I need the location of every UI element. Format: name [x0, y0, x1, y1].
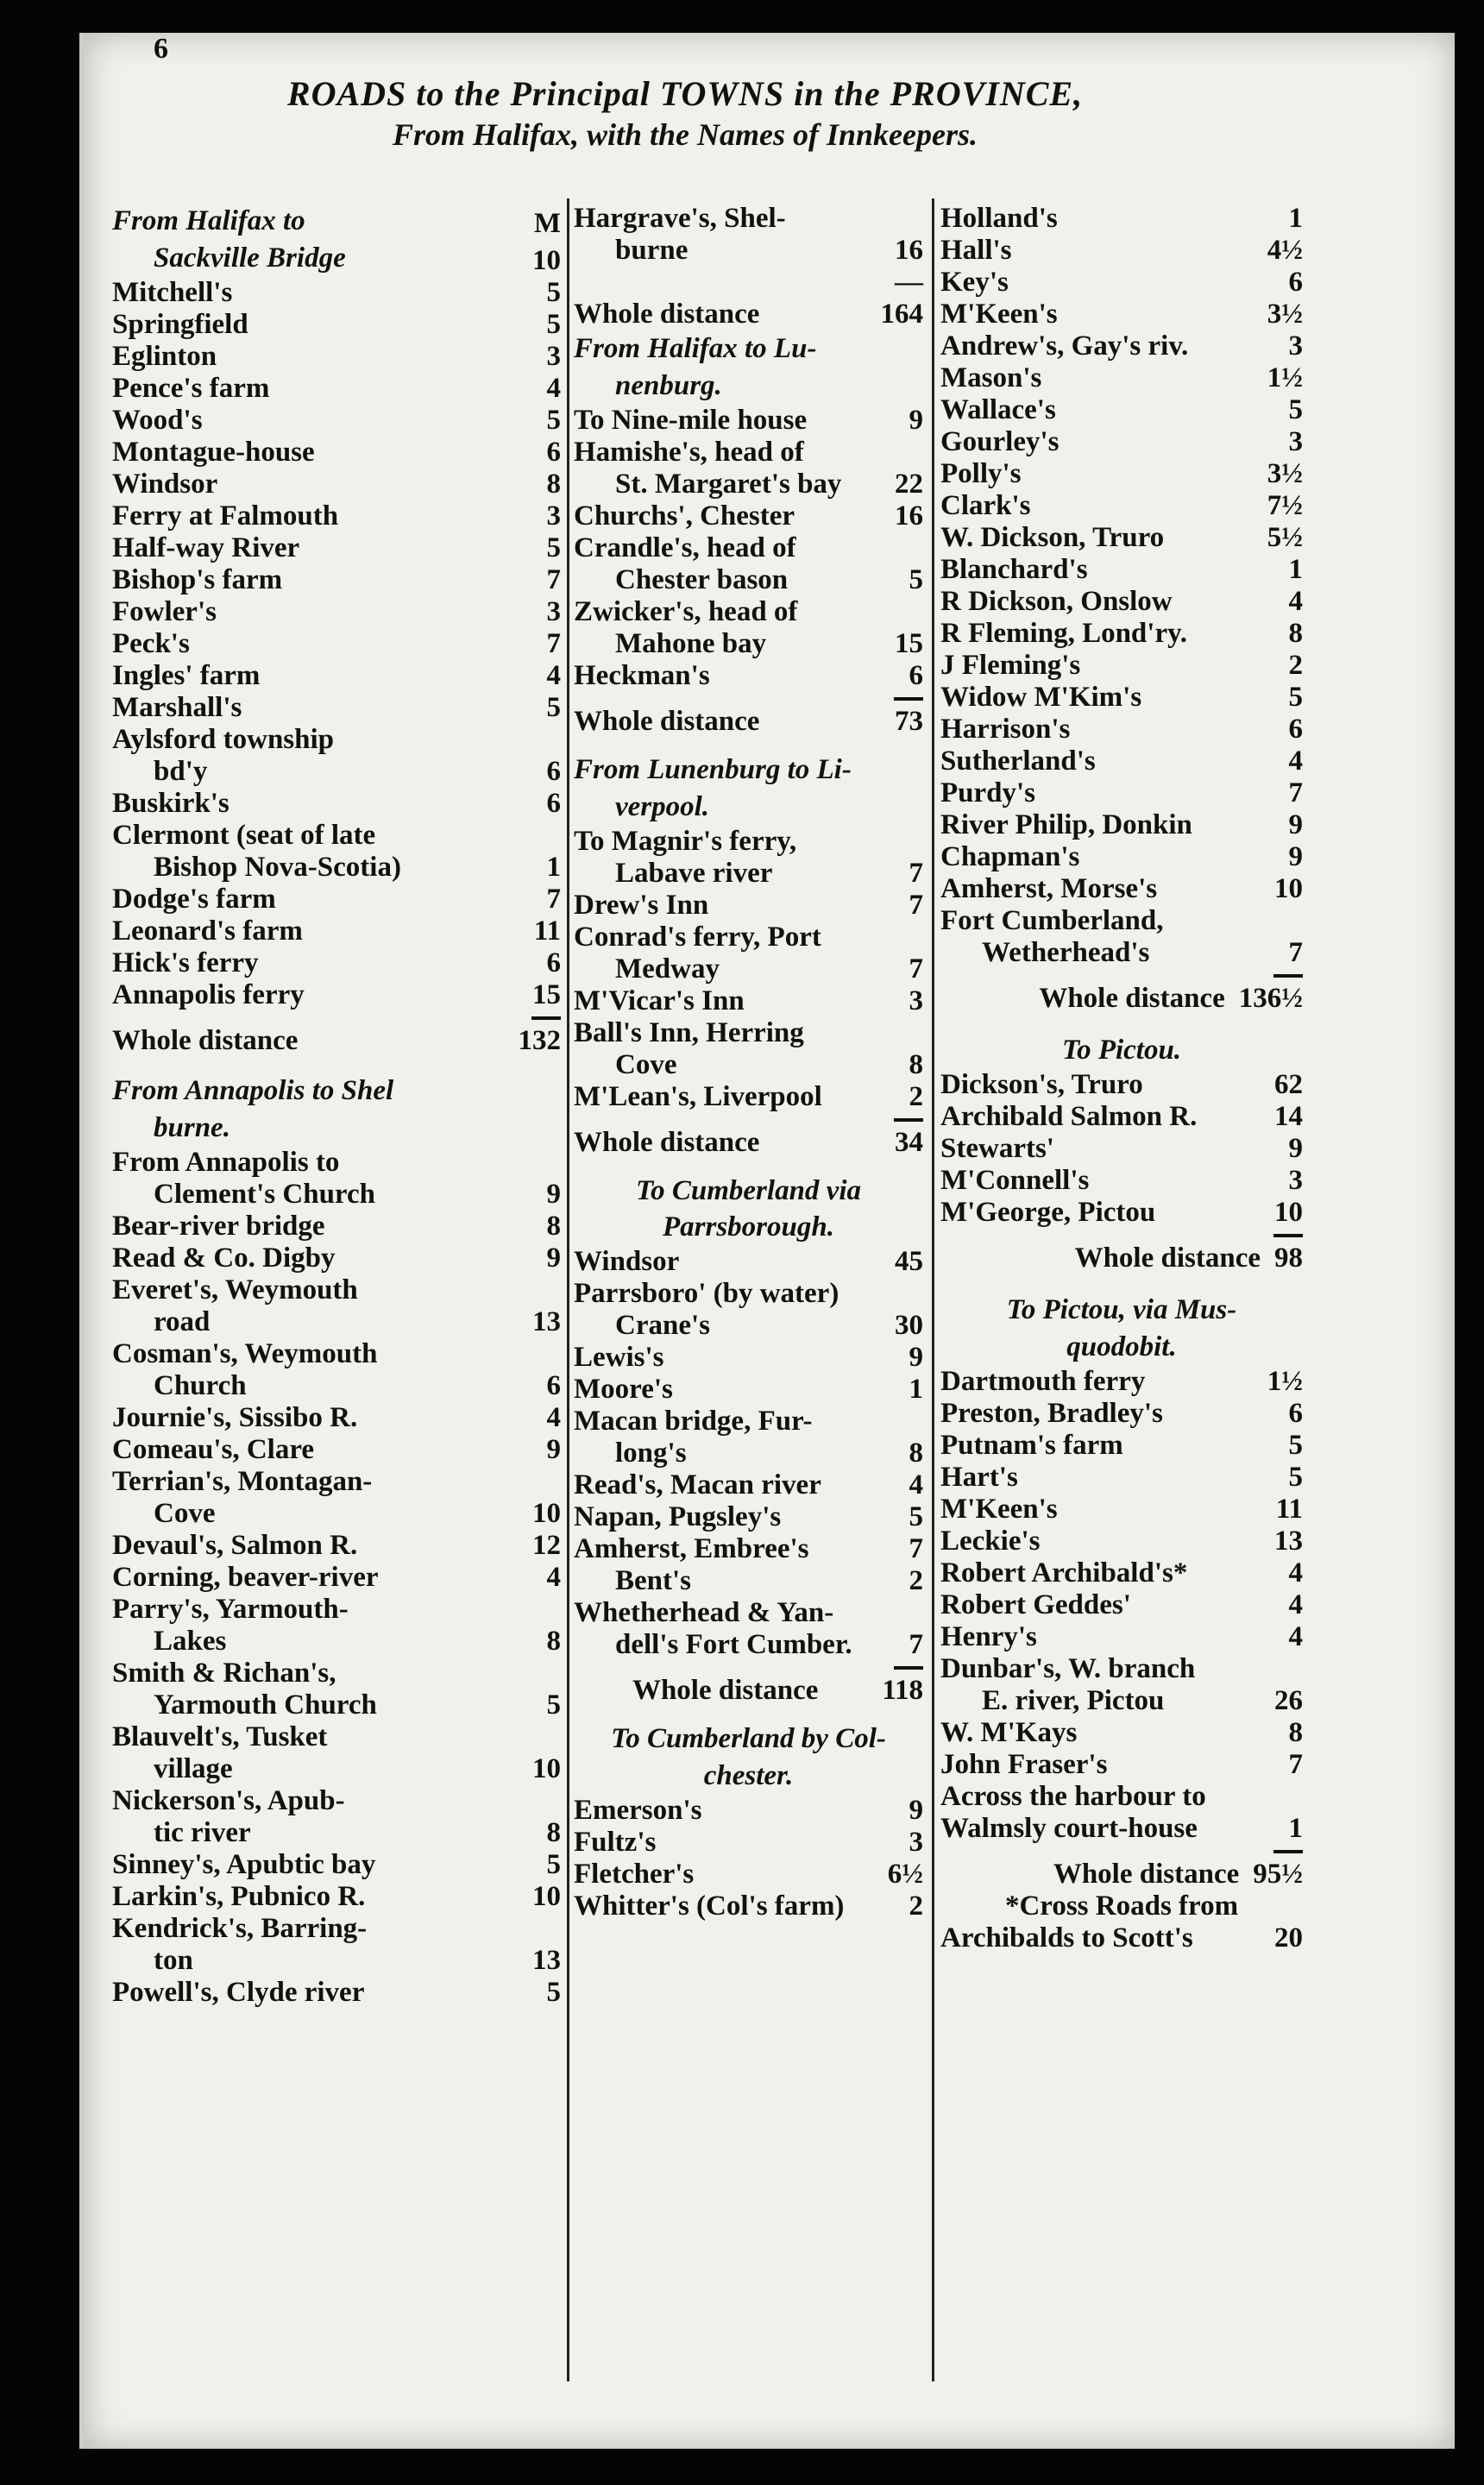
table-row: Chester bason 5 — [615, 563, 923, 595]
table-row: bd'y 6 — [154, 755, 561, 787]
total-rule — [1273, 1234, 1303, 1237]
table-row: Mitchell's 5 — [112, 276, 561, 308]
table-row: Cove 10 — [154, 1497, 561, 1529]
table-row: Read & Co. Digby 9 — [112, 1242, 561, 1274]
table-row: M'Connell's 3 — [940, 1164, 1303, 1196]
total-rule — [894, 1118, 923, 1122]
table-row: Fultz's 3 — [574, 1827, 923, 1859]
table-row: Wood's 5 — [112, 404, 561, 436]
table-row: M'Vicar's Inn 3 — [574, 985, 923, 1016]
table-row: Parry's, Yarmouth- — [112, 1593, 349, 1625]
table-row: Whitter's (Col's farm) 2 — [574, 1890, 923, 1922]
column-3 — [940, 203, 1303, 1954]
table-row: Amherst, Morse's 10 — [940, 873, 1303, 904]
table-row: Ingles' farm 4 — [112, 659, 561, 691]
route-heading: To Pictou. — [1061, 1035, 1182, 1066]
footnote-row: Archibalds to Scott's 20 — [940, 1922, 1303, 1953]
table-row: M'George, Pictou 10 — [940, 1196, 1303, 1228]
table-row: Across the harbour to — [940, 1780, 1206, 1812]
table-row: Cosman's, Weymouth — [112, 1337, 378, 1369]
route-heading: chester. — [703, 1760, 794, 1792]
table-row: tic river 8 — [154, 1816, 561, 1848]
table-row: Wetherhead's 7 — [982, 937, 1303, 968]
table-row: Blauvelt's, Tusket — [112, 1721, 328, 1752]
table-row: Hargrave's, Shel- — [574, 203, 786, 234]
table-row: Holland's 1 — [940, 203, 1303, 234]
table-row: Emerson's 9 — [574, 1795, 923, 1827]
table-row: M'Keen's 11 — [940, 1493, 1303, 1525]
page-title: ROADS to the Principal TOWNS in the PROVINCE, — [286, 74, 1084, 113]
table-row: Kendrick's, Barring- — [112, 1912, 368, 1944]
table-row: W. M'Kays 8 — [940, 1716, 1303, 1748]
table-row: Hall's 4½ — [940, 235, 1303, 266]
table-row: Devaul's, Salmon R. 12 — [112, 1529, 561, 1561]
table-row: Stewarts' 9 — [940, 1132, 1303, 1164]
table-row: Putnam's farm 5 — [940, 1429, 1303, 1461]
table-row: Windsor 45 — [574, 1246, 923, 1278]
table-row: St. Margaret's bay 22 — [615, 468, 923, 500]
table-row: Yarmouth Church 5 — [154, 1689, 561, 1721]
total-dash: — — [895, 267, 923, 298]
table-row: Hamishe's, head of — [574, 436, 804, 468]
table-row: Macan bridge, Fur- — [574, 1406, 813, 1438]
table-row: Blanchard's 1 — [940, 554, 1303, 585]
page-number: 6 — [154, 33, 168, 65]
route-heading: quodobit. — [1066, 1331, 1177, 1362]
route-heading: From Halifax to — [112, 205, 305, 236]
table-row: Aylsford township — [112, 723, 335, 755]
table-row: Archibald Salmon R. 14 — [940, 1100, 1303, 1132]
table-row: Drew's Inn 7 — [574, 889, 923, 921]
whole-distance-row: Whole distance 98 — [1074, 1242, 1303, 1274]
table-row: Journie's, Sissibo R. 4 — [112, 1401, 561, 1433]
route-heading: From Lunenburg to Li- — [574, 753, 852, 785]
table-row: Bent's 2 — [615, 1565, 923, 1597]
table-row: Smith & Richan's, — [112, 1657, 336, 1689]
table-row: Ferry at Falmouth 3 — [112, 500, 561, 532]
table-row: Henry's 4 — [940, 1620, 1303, 1652]
table-row: Marshall's 5 — [112, 691, 561, 723]
route-heading: To Cumberland by Col- — [611, 1723, 886, 1755]
column-divider — [932, 198, 934, 2381]
column-2 — [574, 203, 923, 1922]
table-row: dell's Fort Cumber. 7 — [615, 1629, 923, 1661]
table-row: Wallace's 5 — [940, 394, 1303, 425]
table-row: Read's, Macan river 4 — [574, 1469, 923, 1501]
table-row: Dickson's, Truro 62 — [940, 1068, 1303, 1100]
table-row: Harrison's 6 — [940, 714, 1303, 745]
table-row: Clark's 7½ — [940, 490, 1303, 521]
table-row: Larkin's, Pubnico R. 10 — [112, 1880, 561, 1912]
table-row: Sackville Bridge 10 — [154, 242, 561, 276]
route-heading: nenburg. — [615, 369, 722, 401]
table-row: Moore's 1 — [574, 1374, 923, 1406]
table-row: Leckie's 13 — [940, 1525, 1303, 1557]
table-row: Heckman's 6 — [574, 659, 923, 691]
table-row: Dodge's farm 7 — [112, 883, 561, 915]
table-row: Walmsly court-house 1 — [940, 1812, 1303, 1844]
table-row: Church 6 — [154, 1369, 561, 1401]
table-row: Mahone bay 15 — [615, 627, 923, 659]
whole-distance-row: Whole distance 132 — [112, 1024, 561, 1056]
table-row: Fort Cumberland, — [940, 905, 1164, 936]
route-heading: To Pictou, via Mus- — [1006, 1293, 1237, 1325]
table-row: Ball's Inn, Herring — [574, 1016, 804, 1048]
table-row: Comeau's, Clare 9 — [112, 1433, 561, 1465]
table-row: Dunbar's, W. branch — [940, 1652, 1196, 1684]
table-row: burne 16 — [615, 235, 923, 266]
whole-distance-row: Whole distance 73 — [574, 705, 923, 737]
table-row: Purdy's 7 — [940, 777, 1303, 808]
table-row: Conrad's ferry, Port — [574, 921, 821, 953]
table-row: Robert Geddes' 4 — [940, 1589, 1303, 1620]
table-row: E. river, Pictou 26 — [982, 1684, 1303, 1716]
table-row: Everet's, Weymouth — [112, 1274, 358, 1305]
table-row: W. Dickson, Truro 5½ — [940, 522, 1303, 553]
table-row: Clement's Church 9 — [154, 1178, 561, 1210]
table-row: Andrew's, Gay's riv. 3 — [940, 330, 1303, 362]
table-row: road 13 — [154, 1305, 561, 1337]
table-row: Powell's, Clyde river 5 — [112, 1976, 561, 2008]
table-row: Buskirk's 6 — [112, 787, 561, 819]
whole-distance-row: Whole distance 118 — [632, 1675, 923, 1707]
table-row: Clermont (seat of late — [112, 819, 376, 851]
total-rule — [1273, 974, 1303, 978]
whole-distance-row: Whole distance 95½ — [1053, 1858, 1303, 1890]
table-row: Pence's farm 4 — [112, 372, 561, 404]
table-row: Widow M'Kim's 5 — [940, 682, 1303, 713]
table-row: To Magnir's ferry, — [574, 825, 797, 857]
table-row: Half-way River 5 — [112, 532, 561, 563]
table-row: To Nine-mile house 9 — [574, 404, 923, 436]
table-row: Sutherland's 4 — [940, 746, 1303, 777]
route-heading: verpool. — [615, 790, 710, 822]
table-row: Corning, beaver-river 4 — [112, 1561, 561, 1593]
table-row: Chapman's 9 — [940, 841, 1303, 872]
table-row: River Philip, Donkin 9 — [940, 809, 1303, 840]
table-row: Labave river 7 — [615, 857, 923, 889]
table-row: Bear-river bridge 8 — [112, 1210, 561, 1242]
table-row: Parrsboro' (by water) — [574, 1278, 839, 1310]
table-row: Robert Archibald's* 4 — [940, 1557, 1303, 1589]
table-row: From Annapolis to — [112, 1146, 340, 1178]
total-rule — [894, 697, 923, 701]
table-row: Hick's ferry 6 — [112, 947, 561, 978]
table-row: Polly's 3½ — [940, 458, 1303, 489]
table-row: Bishop's farm 7 — [112, 563, 561, 595]
table-row: Lewis's 9 — [574, 1342, 923, 1374]
table-row: Peck's 7 — [112, 627, 561, 659]
page-subtitle: From Halifax, with the Names of Innkeepers. — [392, 117, 978, 152]
table-row: Whetherhead & Yan- — [574, 1597, 834, 1629]
whole-distance-row: Whole distance 164 — [574, 299, 923, 330]
table-row: Dartmouth ferry 1½ — [940, 1365, 1303, 1397]
table-row: long's 8 — [615, 1438, 923, 1469]
table-row: J Fleming's 2 — [940, 650, 1303, 681]
route-heading: From Halifax to Lu- — [574, 333, 817, 364]
table-row: Bishop Nova-Scotia) 1 — [154, 851, 561, 883]
table-row: Zwicker's, head of — [574, 595, 798, 627]
table-row: Napan, Pugsley's 5 — [574, 1501, 923, 1533]
column-1: From Halifax to M Sackville Bridge 10 Mitchell's 5 Springfield 5 Eglinton 3 Pence's farm 4 Wood's 5 Montague-house 6 Windsor 8 Ferry at Falmouth 3 Half-way River 5 Bishop's farm 7 Fowler's 3 Peck's 7 Ingles' farm 4 Marshall's 5 Aylsford township bd'y 6 Buskirk's 6 Clermont (seat of late Bishop Nova-Scotia) 1 Dodge's farm 7 Leonard's farm 11 Hick's ferry 6 Annapolis ferry 15 Whole distance 132 From Annapolis to Shel burne. From Annapolis to Clement's Church 9 Bear-river bridge 8 Read & Co. Digby 9 Everet's, Weymouth road 13 Cosman's, Weymouth Church 6 Journie's, Sissibo R. 4 Comeau's, Clare 9 Terrian's, Montagan- Cove 10 Devaul's, Salmon R. 12 Corning, beaver-river 4 Parry's, Yarmouth- Lakes 8 Smith & Richan's, Yarmouth Church 5 Blauvelt's, Tusket village 10 Nickerson's, Apub- tic river 8 Sinney's, Apubtic bay 5 Larkin's, Pubnico R. 10 Kendrick's, Barring- ton 13 Powell's, Clyde river 5 — [112, 203, 561, 2009]
whole-distance-row: Whole distance 34 — [574, 1126, 923, 1158]
route-heading: To Cumberland via — [636, 1174, 861, 1206]
table-row: Churchs', Chester 16 — [574, 500, 923, 532]
total-rule — [894, 1666, 923, 1670]
table-row: M'Keen's 3½ — [940, 299, 1303, 330]
table-row: R Fleming, Lond'ry. 8 — [940, 618, 1303, 649]
table-row: Hart's 5 — [940, 1461, 1303, 1493]
table-row: Terrian's, Montagan- — [112, 1465, 373, 1497]
table-row: Sinney's, Apubtic bay 5 — [112, 1848, 561, 1880]
table-row: Nickerson's, Apub- — [112, 1784, 345, 1816]
table-row: Preston, Bradley's 6 — [940, 1397, 1303, 1429]
table-row: R Dickson, Onslow 4 — [940, 586, 1303, 617]
table-row: village 10 — [154, 1752, 561, 1784]
table-row: Leonard's farm 11 — [112, 915, 561, 947]
footnote: *Cross Roads from — [1004, 1890, 1239, 1922]
table-row: Montague-house 6 — [112, 436, 561, 468]
table-row: Lakes 8 — [154, 1625, 561, 1657]
table-row: Medway 7 — [615, 953, 923, 985]
table-row: Fowler's 3 — [112, 595, 561, 627]
table-row: Gourley's 3 — [940, 426, 1303, 457]
table-row: M'Lean's, Liverpool 2 — [574, 1080, 923, 1112]
route-heading: Parrsborough. — [663, 1211, 834, 1243]
column-divider — [567, 198, 569, 2381]
table-row: Cove 8 — [615, 1048, 923, 1080]
total-rule — [531, 1016, 561, 1020]
table-row: Mason's 1½ — [940, 362, 1303, 393]
table-row: Crane's 30 — [615, 1310, 923, 1342]
route-heading: From Annapolis to Shel — [112, 1074, 394, 1106]
table-row: John Fraser's 7 — [940, 1748, 1303, 1780]
table-row: Windsor 8 — [112, 468, 561, 500]
table-row: Springfield 5 — [112, 308, 561, 340]
table-row: Eglinton 3 — [112, 340, 561, 372]
table-row: Key's 6 — [940, 267, 1303, 298]
table-row: Crandle's, head of — [574, 532, 796, 563]
table-row: ton 13 — [154, 1944, 561, 1976]
table-row: Fletcher's 6½ — [574, 1859, 923, 1890]
route-heading: burne. — [154, 1111, 230, 1143]
whole-distance-row: Whole distance 136½ — [1039, 983, 1303, 1014]
table-row: Annapolis ferry 15 — [112, 978, 561, 1010]
table-row: Amherst, Embree's 7 — [574, 1533, 923, 1565]
total-rule — [1273, 1850, 1303, 1853]
